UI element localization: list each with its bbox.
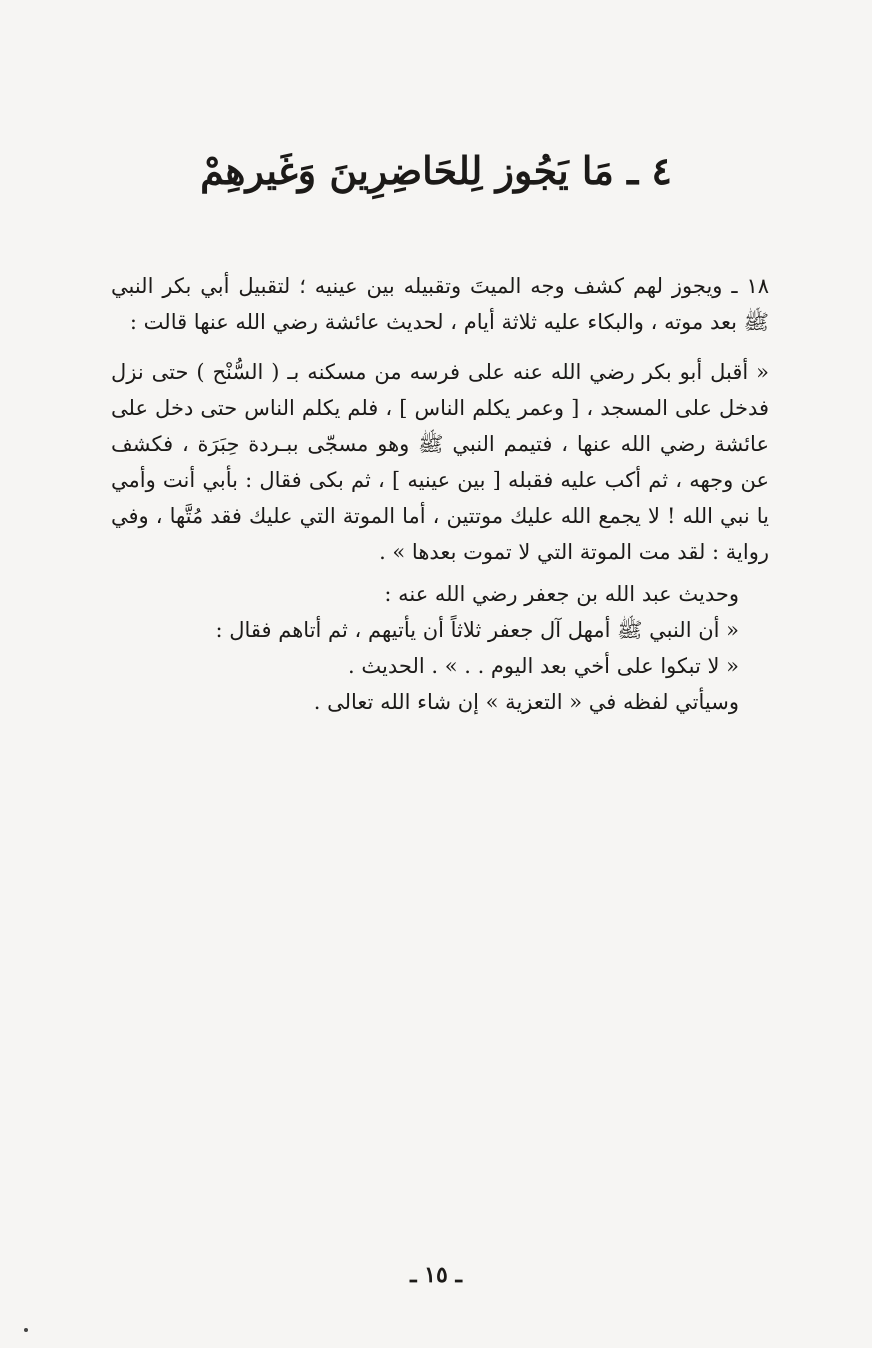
paragraph-jafar-quote: « لا تبكوا على أخي بعد اليوم . . » . الحديث .	[348, 654, 739, 678]
body-text	[111, 268, 769, 720]
paragraph-aisha-hadith: « أقبل أبو بكر رضي الله عنه على فرسه من مسكنه بـ ( السُّنْح ) حتى نزل فدخل على المسجد ، [ وعمر يكلم الناس ] ، فلم يكلم الناس حتى دخل على عائشة رضي الله عنها ، فتيمم النبي ﷺ وهو مسجّى ببـردة حِبَرَة ، فكشف عن وجهه ، ثم أكب عليه فقبله [ بين عينيه ] ، ثم بكى فقال : بأبي أنت وأمي يا نبي الله ! لا يجمع الله عليك موتتين ، أما الموتة التي عليك فقد مُتَّها ، وفي رواية : لقد مت الموتة التي لا تموت بعدها » .	[111, 360, 769, 564]
scan-speck	[24, 1328, 28, 1332]
page-number: ـ ١٥ ـ	[410, 1262, 462, 1288]
paragraph-jafar-hadith: « أن النبي ﷺ أمهل آل جعفر ثلاثاً أن يأتيهم ، ثم أتاهم فقال :	[215, 618, 739, 642]
paragraph-rule-18: ١٨ ـ ويجوز لهم كشف وجه الميتَ وتقبيله بين عينيه ؛ لتقبيل أبي بكر النبي ﷺ بعد موته ، والبكاء عليه ثلاثة أيام ، لحديث عائشة رضي الله عنها قالت :	[111, 274, 769, 334]
chapter-title: ٤ ـ مَا يَجُوز لِلحَاضِرِينَ وَغَيرهِمْ	[200, 148, 672, 193]
paragraph-jafar-intro: وحديث عبد الله بن جعفر رضي الله عنه :	[384, 582, 739, 606]
paragraph-cross-reference: وسيأتي لفظه في « التعزية » إن شاء الله تعالى .	[313, 690, 739, 714]
